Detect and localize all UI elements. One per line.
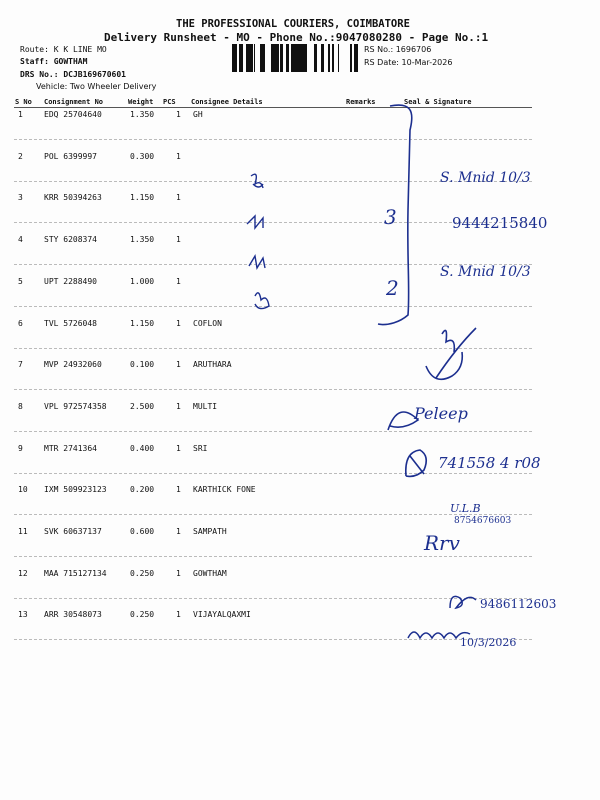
- col-pcs: PCS: [163, 98, 176, 106]
- row-weight: 0.100: [130, 360, 155, 369]
- row-pcs: 1: [176, 319, 181, 328]
- row-consignee: GH: [193, 110, 203, 119]
- row-pcs: 1: [176, 610, 181, 619]
- rs-number: RS No.: 1696706: [364, 45, 432, 54]
- row-consignment-no: KRR 50394263: [44, 193, 102, 202]
- col-sno: S No: [15, 98, 32, 106]
- row-consignment-no: EDQ 25704640: [44, 110, 102, 119]
- phone-row3: 9444215840: [452, 214, 548, 232]
- col-weight: Weight: [128, 98, 154, 106]
- signature-row10: U.L.B: [450, 502, 481, 515]
- row-sno: 9: [18, 444, 23, 453]
- row-weight: 2.500: [130, 402, 155, 411]
- row-pcs: 1: [176, 235, 181, 244]
- row-divider: [14, 473, 532, 474]
- row-sno: 7: [18, 360, 23, 369]
- signature-row8: Peleep: [414, 404, 468, 423]
- row-consignment-no: STY 6208374: [44, 235, 97, 244]
- col-consignee: Consignee Details: [191, 98, 263, 106]
- row-consignee: ARUTHARA: [193, 360, 232, 369]
- signature-row6-7: [412, 320, 492, 400]
- staff-label: Staff: GOWTHAM: [20, 57, 88, 66]
- row-weight: 1.350: [130, 235, 155, 244]
- row-weight: 1.150: [130, 193, 155, 202]
- company-name: THE PROFESSIONAL COURIERS, COIMBATORE: [176, 18, 410, 30]
- barcode-image: [232, 44, 360, 74]
- row-weight: 1.150: [130, 319, 155, 328]
- row-pcs: 1: [176, 193, 181, 202]
- row-consignment-no: MAA 715127134: [44, 569, 107, 578]
- date-row13: 10/3/2026: [460, 636, 517, 649]
- row-pcs: 1: [176, 360, 181, 369]
- row-consignment-no: IXM 509923123: [44, 485, 107, 494]
- row-pcs: 1: [176, 152, 181, 161]
- row-sno: 2: [18, 152, 23, 161]
- row-pcs: 1: [176, 444, 181, 453]
- row-consignment-no: SVK 60637137: [44, 527, 102, 536]
- row-weight: 0.250: [130, 610, 155, 619]
- signature-row2: S. Mnid 10/3: [440, 170, 531, 186]
- row-weight: 0.200: [130, 485, 155, 494]
- initial-marks: [245, 168, 285, 318]
- header-rule: [14, 107, 532, 108]
- bracket-number-2: 2: [386, 276, 399, 300]
- row-weight: 0.600: [130, 527, 155, 536]
- route-label: Route: K K LINE MO: [20, 45, 107, 54]
- row-divider: [14, 139, 532, 140]
- row-consignment-no: UPT 2288490: [44, 277, 97, 286]
- row-pcs: 1: [176, 569, 181, 578]
- signature-row4: S. Mnid 10/3: [440, 264, 531, 280]
- col-seal-signature: Seal & Signature: [404, 98, 472, 106]
- row-consignee: COFLON: [193, 319, 222, 328]
- col-remarks: Remarks: [346, 98, 376, 106]
- row-divider: [14, 431, 532, 432]
- row-weight: 1.000: [130, 277, 155, 286]
- row-weight: 0.250: [130, 569, 155, 578]
- row-sno: 4: [18, 235, 23, 244]
- phone-row9: 741558 4 r08: [438, 454, 541, 472]
- row-consignee: VIJAYALQAXMI: [193, 610, 251, 619]
- row-sno: 10: [18, 485, 28, 494]
- row-sno: 13: [18, 610, 28, 619]
- drs-number: DRS No.: DCJB169670601: [20, 70, 126, 79]
- col-consignment: Consignment No: [44, 98, 104, 106]
- row-weight: 0.300: [130, 152, 155, 161]
- row-weight: 1.350: [130, 110, 155, 119]
- row-consignment-no: POL 6399997: [44, 152, 97, 161]
- row-pcs: 1: [176, 527, 181, 536]
- row-pcs: 1: [176, 485, 181, 494]
- row-consignment-no: ARR 30548073: [44, 610, 102, 619]
- row-sno: 3: [18, 193, 23, 202]
- rs-date: RS Date: 10-Mar-2026: [364, 58, 453, 67]
- row-consignee: SAMPATH: [193, 527, 227, 536]
- row-weight: 0.400: [130, 444, 155, 453]
- signature-row9-scribble: [400, 446, 436, 482]
- vehicle-label: Vehicle: Two Wheeler Delivery: [36, 82, 157, 91]
- bracket-number-3: 3: [384, 205, 397, 229]
- signature-row11: Rrv: [424, 531, 460, 555]
- row-consignment-no: VPL 972574358: [44, 402, 107, 411]
- row-consignee: GOWTHAM: [193, 569, 227, 578]
- row-consignment-no: MTR 2741364: [44, 444, 97, 453]
- row-divider: [14, 556, 532, 557]
- row-sno: 5: [18, 277, 23, 286]
- row-sno: 8: [18, 402, 23, 411]
- row-pcs: 1: [176, 110, 181, 119]
- row-consignee: MULTI: [193, 402, 218, 411]
- phone-row10: 8754676603: [454, 516, 512, 526]
- phone-row12: 9486112603: [480, 597, 557, 611]
- row-sno: 12: [18, 569, 28, 578]
- row-pcs: 1: [176, 402, 181, 411]
- row-sno: 1: [18, 110, 23, 119]
- row-pcs: 1: [176, 277, 181, 286]
- row-consignment-no: TVL 5726048: [44, 319, 97, 328]
- row-consignee: SRI: [193, 444, 208, 453]
- runsheet-title: Delivery Runsheet - MO - Phone No.:9047080280 - Page No.:1: [104, 31, 489, 44]
- row-consignee: KARTHICK FONE: [193, 485, 256, 494]
- signature-row12-scribble: [446, 590, 482, 614]
- row-consignment-no: MVP 24932060: [44, 360, 102, 369]
- row-sno: 11: [18, 527, 28, 536]
- bracket-scribble: [370, 100, 430, 330]
- row-sno: 6: [18, 319, 23, 328]
